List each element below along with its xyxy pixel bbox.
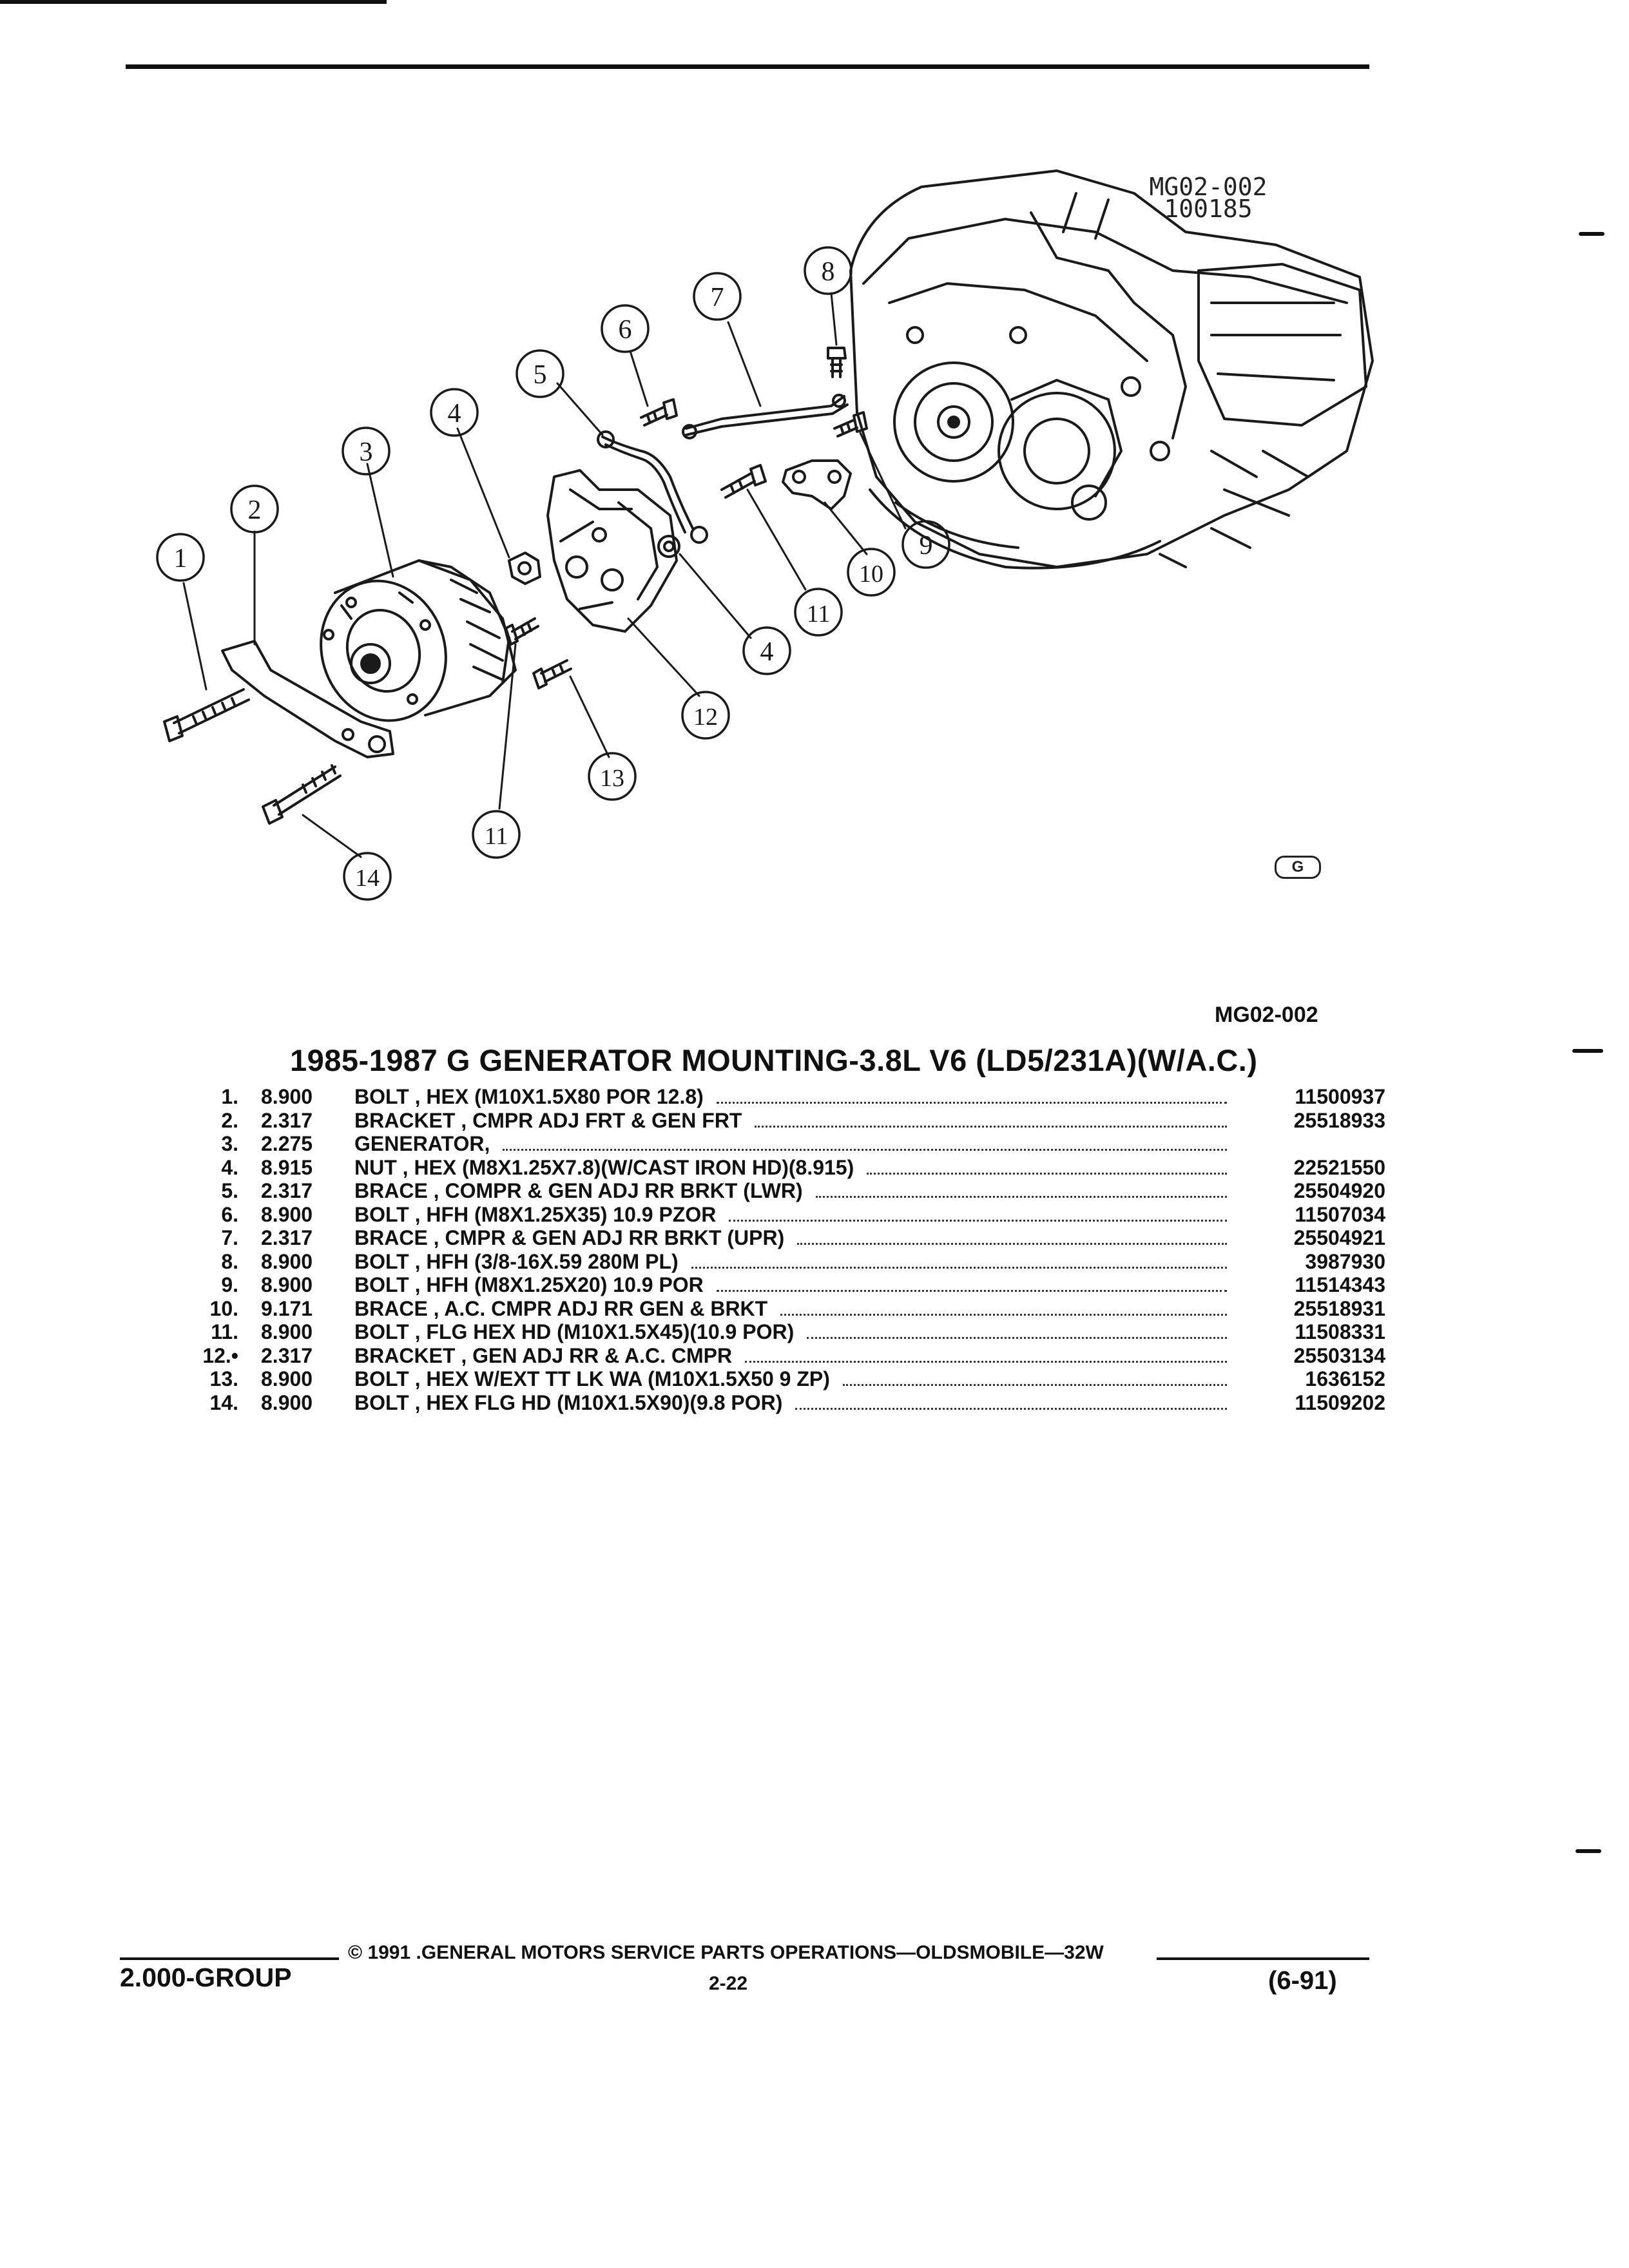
part-name: BOLT — [354, 1390, 409, 1414]
parts-row — [174, 1297, 1385, 1321]
part-spec: , HEX FLG HD (M10X1.5X90)(9.8 POR) — [414, 1390, 783, 1414]
description — [348, 1179, 1237, 1203]
part-spec: , CMPR & GEN ADJ RR BRKT (UPR) — [433, 1226, 785, 1249]
leader-dots — [717, 1101, 1227, 1104]
bolt-14-illustration — [263, 765, 340, 823]
part-name: BOLT — [354, 1249, 409, 1273]
part-name: NUT — [354, 1155, 397, 1179]
page-number: 2-22 — [709, 1973, 748, 1994]
description — [348, 1156, 1237, 1180]
description — [348, 1320, 1237, 1344]
group-number: 8.900 — [261, 1085, 313, 1108]
item-number: 13. — [209, 1367, 238, 1390]
bolt-11-lower-illustration — [506, 619, 538, 644]
parts-row — [174, 1391, 1385, 1415]
part-name: BRACKET — [354, 1108, 456, 1132]
part-number: 25504920 — [1293, 1179, 1385, 1202]
description — [348, 1132, 1237, 1156]
callout-number: 8 — [821, 257, 835, 287]
part-spec: , HEX (M10X1.5X80 POR 12.8) — [414, 1085, 704, 1108]
nut-4-left-illustration — [509, 553, 540, 584]
part-name: BOLT — [354, 1273, 409, 1296]
description — [348, 1391, 1237, 1415]
part-spec: , A.C. CMPR ADJ RR GEN & BRKT — [433, 1296, 768, 1320]
reference-code: MG02-002 — [1215, 1003, 1318, 1027]
group-number: 2.317 — [261, 1179, 313, 1202]
description — [348, 1367, 1237, 1391]
brace-5-illustration — [598, 432, 707, 543]
part-spec: , COMPR & GEN ADJ RR BRKT (LWR) — [433, 1179, 803, 1202]
part-number: 11508331 — [1295, 1320, 1385, 1343]
description — [348, 1297, 1237, 1321]
bolt-11-upper-illustration — [722, 465, 766, 497]
brace-10-illustration — [783, 461, 851, 509]
callout-number: 13 — [600, 765, 624, 792]
group-number: 8.900 — [261, 1273, 313, 1296]
footer-rule-left — [120, 1957, 339, 1960]
parts-row — [174, 1273, 1385, 1297]
part-spec: , HFH (M8X1.25X35) 10.9 PZOR — [414, 1202, 717, 1226]
diagram-code: MG02-002 — [1149, 173, 1268, 201]
description — [348, 1344, 1237, 1368]
part-number: 11507034 — [1295, 1202, 1385, 1226]
callout-number: 1 — [173, 544, 188, 573]
leader-dots — [729, 1219, 1227, 1222]
item-number: 3. — [221, 1132, 238, 1155]
callout-number: 7 — [710, 283, 724, 312]
part-name: BRACKET — [354, 1343, 456, 1367]
footer-rule-right — [1157, 1957, 1369, 1960]
callout-number: 4 — [760, 637, 774, 667]
item-number: 1. — [221, 1085, 238, 1108]
callout-number: 12 — [693, 704, 718, 731]
bracket-12-illustration — [548, 470, 677, 631]
part-name: BOLT — [354, 1320, 409, 1343]
part-number: 25504921 — [1293, 1226, 1385, 1249]
scan-mark — [1576, 1849, 1601, 1853]
part-spec: , GEN ADJ RR & A.C. CMPR — [461, 1343, 733, 1367]
bolt-8-illustration — [828, 348, 845, 377]
part-name: GENERATOR — [354, 1132, 485, 1155]
description — [348, 1273, 1237, 1297]
footer-date: (6-91) — [1268, 1966, 1337, 1995]
callout-number: 14 — [355, 865, 380, 892]
callout-number: 11 — [484, 823, 508, 850]
scan-mark — [1572, 1049, 1603, 1053]
leader-dots — [780, 1313, 1227, 1316]
g-logo-icon: G — [1275, 856, 1321, 879]
part-spec: , HFH (3/8-16X.59 280M PL) — [414, 1249, 679, 1273]
item-number: 9. — [221, 1273, 238, 1296]
leader-dots — [843, 1383, 1227, 1386]
scan-mark — [1579, 232, 1605, 236]
item-number: 10. — [209, 1296, 238, 1320]
part-number: 22521550 — [1293, 1155, 1385, 1179]
part-number: 25518931 — [1293, 1296, 1385, 1320]
leader-dots — [691, 1266, 1227, 1269]
description — [348, 1203, 1237, 1227]
group-number: 8.900 — [261, 1249, 313, 1273]
part-number: 11514343 — [1295, 1273, 1385, 1296]
callout-number: 4 — [447, 399, 461, 428]
part-number: 3987930 — [1305, 1249, 1385, 1273]
callout-number: 10 — [859, 561, 883, 588]
part-number: 1636152 — [1305, 1367, 1385, 1390]
callout-number: 5 — [533, 360, 547, 390]
group-number: 2.275 — [261, 1132, 313, 1155]
part-spec: , — [484, 1132, 490, 1155]
parts-row — [174, 1109, 1385, 1133]
callout-number: 3 — [359, 437, 373, 467]
parts-row — [174, 1226, 1385, 1250]
callout-number: 9 — [919, 531, 933, 561]
group-number: 8.900 — [261, 1320, 313, 1343]
item-number: 2. — [221, 1108, 238, 1132]
part-spec: , CMPR ADJ FRT & GEN FRT — [461, 1108, 742, 1132]
part-name: BRACE — [354, 1226, 428, 1249]
leader-dots — [755, 1125, 1227, 1128]
item-number: 7. — [221, 1226, 238, 1249]
callout-number: 2 — [247, 495, 262, 525]
callout-number: 6 — [618, 315, 632, 345]
part-number: 11509202 — [1295, 1390, 1385, 1414]
parts-row — [174, 1250, 1385, 1274]
nut-4-right-illustration — [659, 536, 679, 557]
bolt-13-illustration — [534, 660, 571, 688]
parts-row — [174, 1132, 1385, 1156]
parts-row — [174, 1156, 1385, 1180]
callout-number: 11 — [806, 601, 831, 628]
parts-row — [174, 1179, 1385, 1203]
part-spec: , HEX W/EXT TT LK WA (M10X1.5X50 9 ZP) — [414, 1367, 830, 1390]
exploded-view-diagram — [0, 0, 1629, 1005]
engine-block-illustration — [851, 171, 1373, 568]
item-number: 8. — [221, 1249, 238, 1273]
part-spec: , HFH (M8X1.25X20) 10.9 POR — [414, 1273, 704, 1296]
leader-dots — [745, 1360, 1227, 1363]
leader-dots — [795, 1407, 1227, 1410]
description — [348, 1109, 1237, 1133]
leader-dots — [807, 1336, 1227, 1339]
parts-row — [174, 1085, 1385, 1109]
item-number: 4. — [221, 1155, 238, 1179]
description — [348, 1226, 1237, 1250]
part-spec: , FLG HEX HD (M10X1.5X45)(10.9 POR) — [414, 1320, 795, 1343]
part-number: 25518933 — [1293, 1108, 1385, 1132]
group-number: 8.900 — [261, 1390, 313, 1414]
part-name: BOLT — [354, 1085, 409, 1108]
part-name: BRACE — [354, 1296, 428, 1320]
brace-7-illustration — [683, 395, 847, 438]
parts-list — [174, 1085, 1385, 1414]
item-number: 5. — [221, 1179, 238, 1202]
bolt-1-illustration — [164, 689, 249, 741]
part-name: BOLT — [354, 1367, 409, 1390]
part-name: BOLT — [354, 1202, 409, 1226]
group-number: 2.317 — [261, 1108, 313, 1132]
footer-copyright: © 1991 .GENERAL MOTORS SERVICE PARTS OPERATIONS—OLDSMOBILE—32W — [348, 1942, 1104, 1963]
leader-dots — [797, 1242, 1227, 1245]
item-number: 11. — [211, 1320, 238, 1343]
item-number: 6. — [221, 1202, 238, 1226]
group-number: 8.900 — [261, 1202, 313, 1226]
part-number: 25503134 — [1293, 1343, 1385, 1367]
footer-group: 2.000-GROUP — [120, 1963, 292, 1992]
leader-dots — [503, 1148, 1227, 1151]
leader-dots — [717, 1289, 1227, 1292]
group-number: 2.317 — [261, 1343, 313, 1367]
diagram-date-code: 100185 — [1164, 195, 1253, 223]
description — [348, 1085, 1237, 1109]
item-number: 12.• — [202, 1343, 238, 1367]
parts-row — [174, 1344, 1385, 1368]
generator-illustration — [302, 561, 516, 738]
part-spec: , HEX (M8X1.25X7.8)(W/CAST IRON HD)(8.915) — [402, 1155, 854, 1179]
group-number: 8.915 — [261, 1155, 313, 1179]
group-number: 2.317 — [261, 1226, 313, 1249]
part-number: 11500937 — [1295, 1085, 1385, 1108]
parts-row — [174, 1320, 1385, 1344]
leader-dots — [867, 1172, 1227, 1175]
part-name: BRACE — [354, 1179, 428, 1202]
item-number: 14. — [209, 1390, 238, 1414]
parts-row — [174, 1367, 1385, 1391]
parts-row — [174, 1203, 1385, 1227]
description — [348, 1250, 1237, 1274]
group-number: 9.171 — [261, 1296, 313, 1320]
group-number: 8.900 — [261, 1367, 313, 1390]
leader-dots — [816, 1195, 1227, 1198]
section-title: 1985-1987 G GENERATOR MOUNTING-3.8L V6 (LD5/231A)(W/A.C.) — [290, 1043, 1258, 1077]
